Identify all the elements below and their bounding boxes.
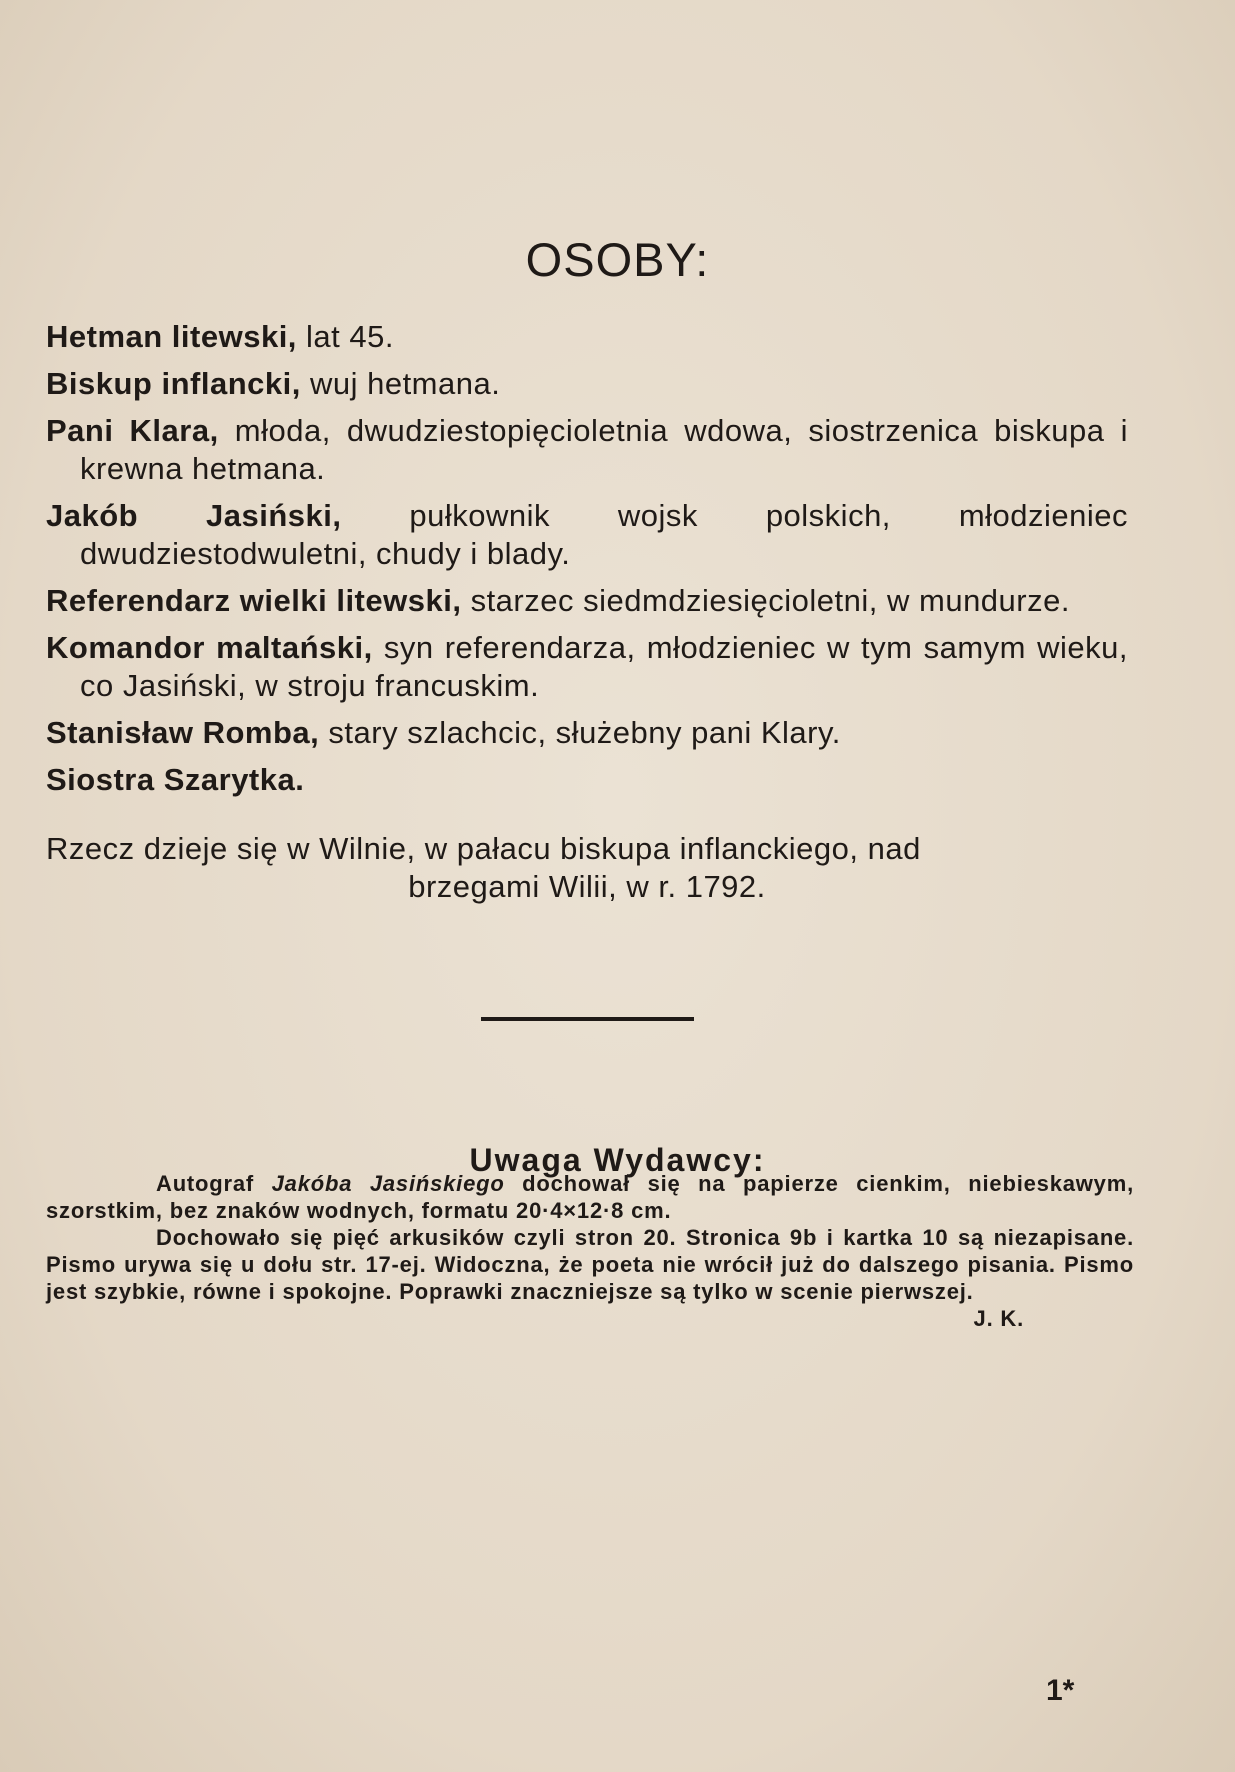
- person-description: stary szlachcic, służebny pani Klary.: [319, 715, 841, 750]
- person-description: wuj hetmana.: [300, 366, 501, 401]
- note-text: Autograf: [156, 1171, 272, 1196]
- editor-note-paragraph-2: [46, 1224, 1134, 1331]
- person-description: młoda, dwudziestopięcioletnia wdowa, siostrzenica biskupa i krewna hetmana.: [80, 413, 1128, 486]
- person-entry: [46, 582, 1128, 620]
- person-name: Komandor maltański,: [46, 630, 373, 665]
- person-name: Stanisław Romba,: [46, 715, 320, 750]
- person-entry: [46, 761, 1128, 799]
- author-name-italic: Jakóba Jasińskiego: [271, 1171, 505, 1196]
- person-name: Referendarz wielki litewski,: [46, 583, 462, 618]
- person-entry: [46, 497, 1128, 573]
- person-description: syn referendarza, młodzieniec w tym samym wieku, co Jasiński, w stroju francuskim.: [80, 630, 1128, 703]
- person-entry: [46, 365, 1128, 403]
- person-name: Biskup inflancki,: [46, 366, 301, 401]
- section-divider: [481, 1017, 694, 1021]
- person-entry: [46, 629, 1128, 705]
- page-title: OSOBY:: [525, 233, 710, 287]
- person-name: Hetman litewski,: [46, 319, 297, 354]
- person-name: Jakób Jasiński,: [46, 498, 342, 533]
- editor-note-paragraph-1: [46, 1170, 1134, 1224]
- person-name: Siostra Szarytka.: [46, 762, 305, 797]
- person-name: Pani Klara,: [46, 413, 219, 448]
- note-text: Dochowało się pięć arkusików czyli stron 20. Stronica 9b i kartka 10 są niezapisane. Pismo urywa się u dołu str. 17-ej. Widoczna, że poeta nie wrócił już do dalszego pisania. Pismo jest szybkie, równe i spokojne. Poprawki znaczniejsze są tylko w scenie pierwszej.: [46, 1225, 1134, 1304]
- setting-line-2: brzegami Wilii, w r. 1792.: [408, 869, 766, 904]
- editor-note-title: Uwaga Wydawcy:: [469, 1141, 766, 1178]
- person-entry: [46, 412, 1128, 488]
- person-entry: [46, 318, 1128, 356]
- person-entry: [46, 714, 1128, 752]
- note-text: dochował się na papierze cienkim, niebieskawym, szorstkim, bez znaków wodnych, formatu 20·4×12·8 cm.: [46, 1171, 1134, 1223]
- setting-description: [46, 830, 1128, 906]
- person-description: pułkownik wojsk polskich, młodzieniec dwudziestodwuletni, chudy i blady.: [80, 498, 1129, 571]
- page-number: 1*: [1046, 1674, 1075, 1707]
- setting-line-1: Rzecz dzieje się w Wilnie, w pałacu biskupa inflanckiego, nad: [46, 831, 921, 866]
- editor-note-body: [46, 1170, 1134, 1332]
- persons-list: [46, 318, 1128, 808]
- editor-signature: J. K.: [973, 1306, 1024, 1331]
- person-description: lat 45.: [296, 319, 394, 354]
- person-description: starzec siedmdziesięcioletni, w mundurze.: [461, 583, 1070, 618]
